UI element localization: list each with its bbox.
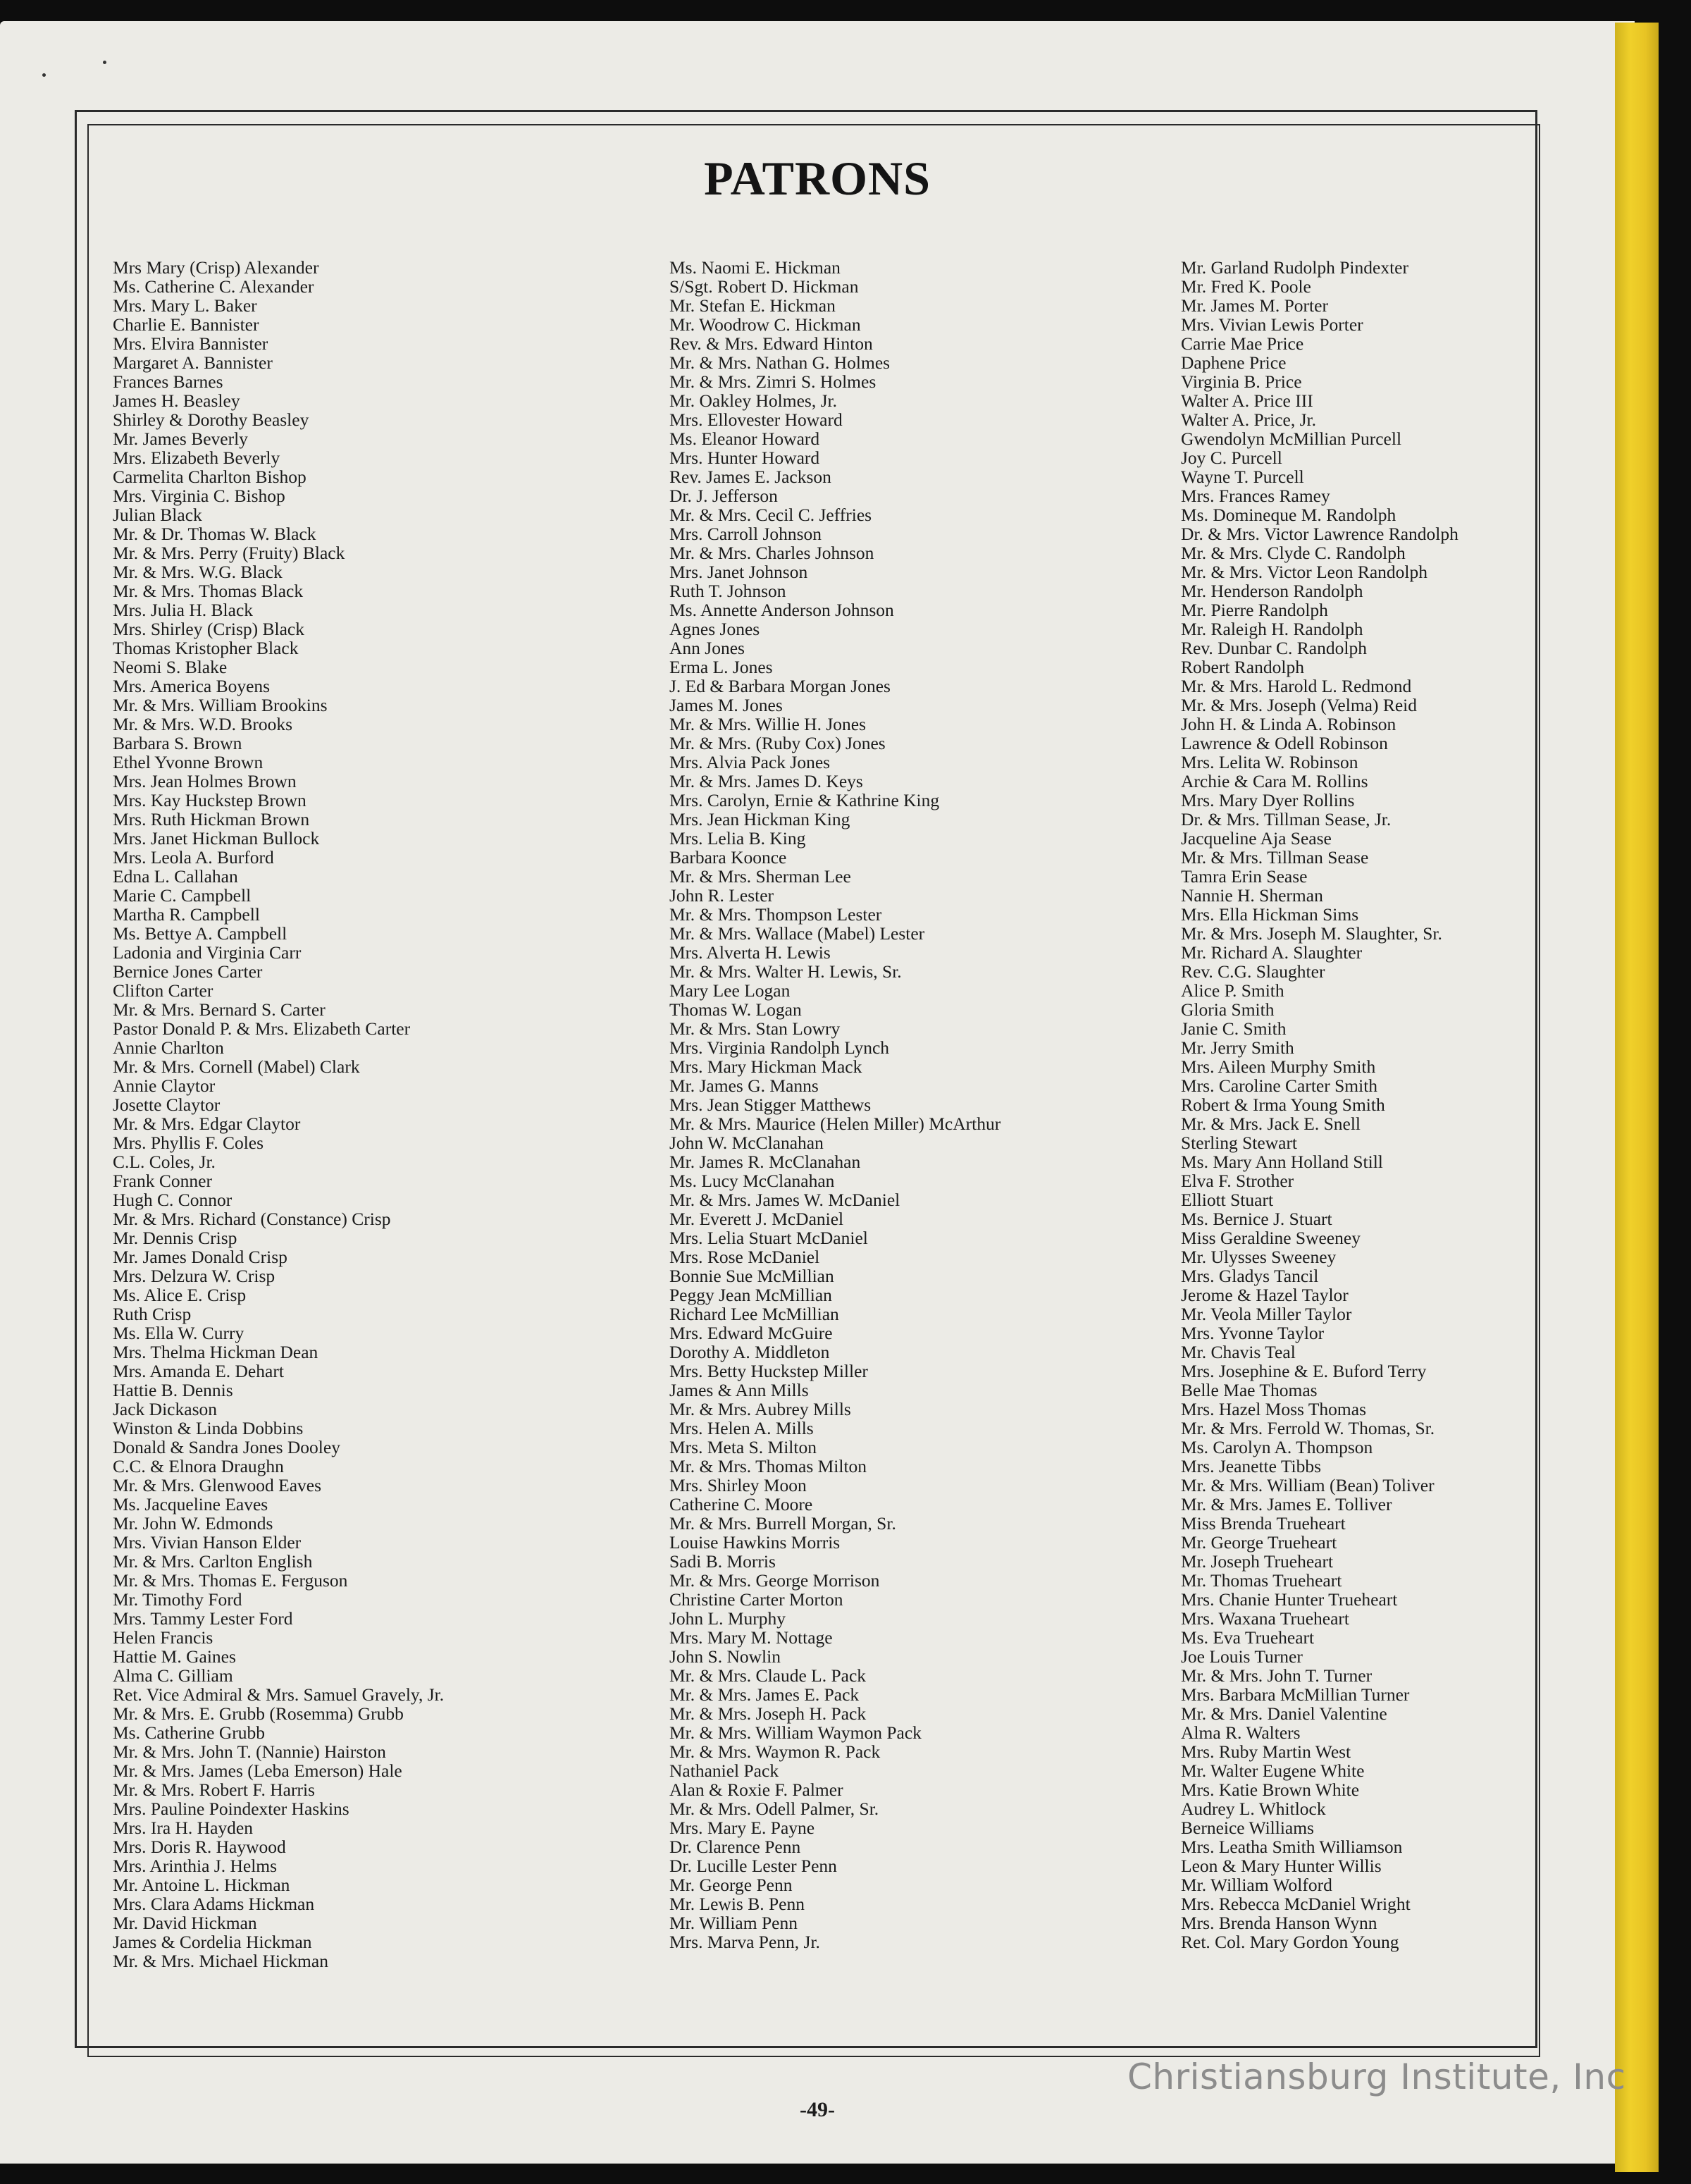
patron-name: Tamra Erin Sease [1181,866,1308,887]
patron-name: Mr. Antoine L. Hickman [113,1875,290,1895]
patron-name: Richard Lee McMillian [669,1304,839,1324]
patron-name: Mrs. Helen A. Mills [669,1418,814,1438]
patron-name: Mr. Lewis B. Penn [669,1894,805,1914]
patron-name: Mr. Garland Rudolph Pindexter [1181,257,1408,278]
patron-name: Peggy Jean McMillian [669,1285,832,1305]
patron-name: Ms. Naomi E. Hickman [669,257,841,278]
patron-name: Alice P. Smith [1181,980,1284,1001]
patron-name: Mrs. Doris R. Haywood [113,1837,286,1857]
patron-name: Mr. & Dr. Thomas W. Black [113,524,316,544]
patron-name: Mrs. Vivian Hanson Elder [113,1532,302,1553]
patron-name: Mrs. Mary E. Payne [669,1818,815,1838]
patron-name: Mr. & Mrs. Joseph (Velma) Reid [1181,695,1418,715]
patron-name: Mrs. America Boyens [113,676,271,696]
patron-name: Martha R. Campbell [113,904,260,925]
patron-name: Daphene Price [1181,352,1287,373]
patron-name: Mrs. Kay Huckstep Brown [113,790,306,810]
patron-name: Miss Brenda Trueheart [1181,1513,1346,1534]
patron-name: Mr. & Mrs. Victor Leon Randolph [1181,562,1428,582]
patron-name: Mr. James G. Manns [669,1075,819,1096]
patron-name: Mr. & Mrs. James W. McDaniel [669,1190,900,1210]
patron-name: Mr. Joseph Trueheart [1181,1551,1334,1572]
patron-name: Ms. Jacqueline Eaves [113,1494,268,1514]
patron-name: Mrs. Delzura W. Crisp [113,1266,275,1286]
patron-name: Alan & Roxie F. Palmer [669,1779,843,1800]
patron-name: Mrs. Thelma Hickman Dean [113,1342,318,1362]
patron-name: Mr. & Mrs. E. Grubb (Rosemma) Grubb [113,1703,404,1724]
patron-name: Mr. & Mrs. Joseph M. Slaughter, Sr. [1181,923,1442,944]
patron-name: Mr. & Mrs. (Ruby Cox) Jones [669,733,886,753]
patron-name: Ms. Annette Anderson Johnson [669,600,894,620]
patron-name: Mr. & Mrs. Thomas Milton [669,1456,867,1476]
patron-name: Rev. James E. Jackson [669,467,831,487]
patron-name: Mr. & Mrs. Carlton English [113,1551,313,1572]
patron-name: Mr. & Mrs. John T. Turner [1181,1665,1373,1686]
patron-name: Mr. Richard A. Slaughter [1181,942,1363,963]
patron-name: Mr. & Mrs. Stan Lowry [669,1018,841,1039]
patron-name: Ms. Bettye A. Campbell [113,923,287,944]
patron-name: Alma R. Walters [1181,1722,1301,1743]
patron-name: Mr. & Mrs. Willie H. Jones [669,714,867,734]
patron-name: Jack Dickason [113,1399,217,1419]
patron-name: Mrs. Yvonne Taylor [1181,1323,1325,1343]
patron-name: John L. Murphy [669,1608,786,1629]
patron-name: Ms. Lucy McClanahan [669,1171,835,1191]
patron-name: Mr. Jerry Smith [1181,1037,1294,1058]
patron-name: Mr. & Mrs. James D. Keys [669,771,863,791]
patron-name: Mary Lee Logan [669,980,791,1001]
patron-name: Joy C. Purcell [1181,448,1282,468]
patron-name: Agnes Jones [669,619,760,639]
patron-name: Janie C. Smith [1181,1018,1287,1039]
patron-name: Ms. Catherine Grubb [113,1722,266,1743]
patron-name: Annie Claytor [113,1075,216,1096]
patron-name: Mr. George Trueheart [1181,1532,1337,1553]
patron-name: Mrs. Jean Hickman King [669,809,850,829]
patron-name: Mr. & Mrs. Glenwood Eaves [113,1475,322,1495]
patron-name: Mr. & Mrs. Waymon R. Pack [669,1741,881,1762]
patron-name: Marie C. Campbell [113,885,252,906]
patron-name: Mr. & Mrs. Thomas E. Ferguson [113,1570,348,1591]
patron-name: Mr. & Mrs. James E. Pack [669,1684,860,1705]
patron-name: Ms. Alice E. Crisp [113,1285,247,1305]
page-title: PATRONS [704,152,931,205]
patron-name: Mrs. Ella Hickman Sims [1181,904,1359,925]
patron-name: Berneice Williams [1181,1818,1314,1838]
patron-name: Margaret A. Bannister [113,352,273,373]
patron-name: Mr. & Mrs. Tillman Sease [1181,847,1369,868]
patron-name: Mr. & Mrs. Thompson Lester [669,904,882,925]
patron-name: Mr. Fred K. Poole [1181,276,1311,297]
patron-name: Frank Conner [113,1171,212,1191]
patron-name: Mr. Chavis Teal [1181,1342,1296,1362]
patron-name: Mr. & Mrs. William Brookins [113,695,328,715]
patron-name: Mrs. Leola A. Burford [113,847,274,868]
patron-name: Mrs. Meta S. Milton [669,1437,817,1457]
patron-name: Mrs. Marva Penn, Jr. [669,1932,820,1952]
patron-name: Mrs. Virginia Randolph Lynch [669,1037,890,1058]
patron-name: Mrs. Carroll Johnson [669,524,822,544]
patron-name: Mr. & Mrs. Wallace (Mabel) Lester [669,923,925,944]
patron-name: Mr. David Hickman [113,1913,257,1933]
patron-name: Mrs. Hunter Howard [669,448,820,468]
patron-name: Mr. Pierre Randolph [1181,600,1328,620]
patron-name: Mr. William Wolford [1181,1875,1332,1895]
patron-name: Walter A. Price, Jr. [1181,409,1316,430]
patron-name: Mr. & Mrs. Sherman Lee [669,866,851,887]
patron-name: Nannie H. Sherman [1181,885,1323,906]
patron-name: Ms. Ella W. Curry [113,1323,244,1343]
patron-name: Mrs. Waxana Trueheart [1181,1608,1349,1629]
patron-name: Mr. & Mrs. Thomas Black [113,581,304,601]
patron-name: Mrs. Rebecca McDaniel Wright [1181,1894,1411,1914]
patron-name: Mr. & Mrs. Cornell (Mabel) Clark [113,1056,360,1077]
patron-name: Mr. & Mrs. W.G. Black [113,562,283,582]
patron-name: Mrs. Elizabeth Beverly [113,448,280,468]
patron-name: Walter A. Price III [1181,390,1313,411]
patron-name: Clifton Carter [113,980,213,1001]
patron-name: Mrs. Lelia B. King [669,828,806,849]
patron-name: Thomas Kristopher Black [113,638,299,658]
patron-name: Annie Charlton [113,1037,224,1058]
patron-name: Mr. James Beverly [113,428,248,449]
patron-name: Rev. & Mrs. Edward Hinton [669,333,873,354]
patron-name: Mrs. Elvira Bannister [113,333,268,354]
patron-name: Winston & Linda Dobbins [113,1418,304,1438]
patron-name: Mr. & Mrs. Michael Hickman [113,1951,328,1971]
patron-name: Elliott Stuart [1181,1190,1274,1210]
patron-name: Ms. Carolyn A. Thompson [1181,1437,1373,1457]
patron-name: Mrs. Phyllis F. Coles [113,1133,264,1153]
patron-name: Mrs. Shirley (Crisp) Black [113,619,304,639]
patron-name: Hugh C. Connor [113,1190,233,1210]
patron-name: Mrs. Leatha Smith Williamson [1181,1837,1403,1857]
yellow-cover-edge [1615,23,1659,2172]
patron-name: Mrs. Mary Dyer Rollins [1181,790,1355,810]
patron-name: Rev. C.G. Slaughter [1181,961,1325,982]
patron-name: Neomi S. Blake [113,657,228,677]
patron-name: Mrs. Jeanette Tibbs [1181,1456,1322,1476]
patron-name: James H. Beasley [113,390,240,411]
patron-name: Mrs. Carolyn, Ernie & Kathrine King [669,790,940,810]
patron-name: Hattie B. Dennis [113,1380,233,1400]
patron-name: Mrs. Gladys Tancil [1181,1266,1319,1286]
patron-name: Bernice Jones Carter [113,961,263,982]
patron-name: Mr. & Mrs. Odell Palmer, Sr. [669,1799,879,1819]
patron-name: Mr. & Mrs. Maurice (Helen Miller) McArthur [669,1113,1001,1134]
patron-name: Mrs. Ruth Hickman Brown [113,809,310,829]
patron-name: Carrie Mae Price [1181,333,1304,354]
page-number: -49- [800,2098,835,2121]
patron-name: James M. Jones [669,695,783,715]
patron-name: Mr. Woodrow C. Hickman [669,314,861,335]
patron-name: Mr. Dennis Crisp [113,1228,237,1248]
patron-name: Mr. & Mrs. Cecil C. Jeffries [669,505,872,525]
patron-name: C.L. Coles, Jr. [113,1152,216,1172]
speck-mark [42,73,46,77]
patron-name: Gloria Smith [1181,999,1275,1020]
patron-name: Mr. John W. Edmonds [113,1513,273,1534]
patron-name: John H. & Linda A. Robinson [1181,714,1396,734]
patron-name: Mr. & Mrs. William (Bean) Toliver [1181,1475,1435,1495]
patron-name: Mr. Everett J. McDaniel [669,1209,844,1229]
patron-name: Ruth Crisp [113,1304,192,1324]
patron-name: Mr. & Mrs. Joseph H. Pack [669,1703,867,1724]
patron-name: Mr. & Mrs. Zimri S. Holmes [669,371,877,392]
patron-name: Ruth T. Johnson [669,581,786,601]
patron-name: Mrs. Vivian Lewis Porter [1181,314,1363,335]
patron-name: James & Cordelia Hickman [113,1932,312,1952]
patron-name: Mrs. Caroline Carter Smith [1181,1075,1378,1096]
patron-name: Mr. Henderson Randolph [1181,581,1363,601]
patron-name: Mrs. Barbara McMillian Turner [1181,1684,1410,1705]
patron-name: John S. Nowlin [669,1646,781,1667]
patron-name: Mrs. Amanda E. Dehart [113,1361,284,1381]
patron-name: Robert Randolph [1181,657,1304,677]
patron-name: Mrs. Chanie Hunter Trueheart [1181,1589,1398,1610]
patron-name: Mr. Timothy Ford [113,1589,242,1610]
patron-name: Bonnie Sue McMillian [669,1266,834,1286]
patron-name: Mr. & Mrs. Clyde C. Randolph [1181,543,1406,563]
patron-name: Julian Black [113,505,202,525]
patron-name: Mrs. Brenda Hanson Wynn [1181,1913,1377,1933]
patron-name: C.C. & Elnora Draughn [113,1456,284,1476]
patron-name: Ret. Col. Mary Gordon Young [1181,1932,1399,1952]
patron-name: Mr. & Mrs. Richard (Constance) Crisp [113,1209,391,1229]
patron-name: Dr. J. Jefferson [669,486,778,506]
patron-name: Ms. Bernice J. Stuart [1181,1209,1332,1229]
patron-name: Mr. Oakley Holmes, Jr. [669,390,837,411]
patron-name: Mr. & Mrs. William Waymon Pack [669,1722,922,1743]
patron-name: Barbara Koonce [669,847,787,868]
patron-name: Mrs. Pauline Poindexter Haskins [113,1799,349,1819]
patron-name: Mrs. Frances Ramey [1181,486,1330,506]
patron-name: Mr. & Mrs. Bernard S. Carter [113,999,326,1020]
patron-name: Mr. James Donald Crisp [113,1247,287,1267]
patron-name: Mrs. Aileen Murphy Smith [1181,1056,1376,1077]
patron-name: Elva F. Strother [1181,1171,1294,1191]
patron-name: Dr. & Mrs. Victor Lawrence Randolph [1181,524,1458,544]
patron-name: Ann Jones [669,638,745,658]
patron-name: Rev. Dunbar C. Randolph [1181,638,1367,658]
patron-name: Mrs. Alverta H. Lewis [669,942,831,963]
patron-name: Mrs. Janet Johnson [669,562,808,582]
patron-name: Mr. James M. Porter [1181,295,1328,316]
patron-name: Mrs. Josephine & E. Buford Terry [1181,1361,1427,1381]
patron-name: Charlie E. Bannister [113,314,259,335]
watermark: Christiansburg Institute, Inc [1127,2056,1626,2097]
patron-name: Lawrence & Odell Robinson [1181,733,1388,753]
patron-name: Mrs. Betty Huckstep Miller [669,1361,868,1381]
patron-name: Mrs. Lelita W. Robinson [1181,752,1358,772]
patron-name: Christine Carter Morton [669,1589,843,1610]
patron-name: Mr. & Mrs. Ferrold W. Thomas, Sr. [1181,1418,1435,1438]
patron-name: Dr. & Mrs. Tillman Sease, Jr. [1181,809,1392,829]
patron-name: James & Ann Mills [669,1380,809,1400]
patron-name: Joe Louis Turner [1181,1646,1303,1667]
patron-name: Mrs. Clara Adams Hickman [113,1894,315,1914]
patron-name: Mr. & Mrs. W.D. Brooks [113,714,293,734]
patron-name: Mr. Stefan E. Hickman [669,295,836,316]
patron-name: Audrey L. Whitlock [1181,1799,1326,1819]
patron-name: Mrs. Katie Brown White [1181,1779,1360,1800]
speck-mark [103,61,106,64]
patron-name: Ret. Vice Admiral & Mrs. Samuel Gravely, Jr. [113,1684,445,1705]
patron-name: Ms. Mary Ann Holland Still [1181,1152,1383,1172]
patron-name: Mr. & Mrs. Burrell Morgan, Sr. [669,1513,896,1534]
patron-name: Mr. & Mrs. Nathan G. Holmes [669,352,891,373]
patron-name: Jerome & Hazel Taylor [1181,1285,1349,1305]
patron-name: Helen Francis [113,1627,213,1648]
patron-name: Mr. & Mrs. Perry (Fruity) Black [113,543,345,563]
patron-name: Dorothy A. Middleton [669,1342,830,1362]
patron-name: Thomas W. Logan [669,999,802,1020]
patron-name: Mrs. Jean Holmes Brown [113,771,297,791]
patron-name: Josette Claytor [113,1094,221,1115]
patron-name: Carmelita Charlton Bishop [113,467,306,487]
patron-name: Mrs. Ruby Martin West [1181,1741,1351,1762]
patron-name: Ms. Eva Trueheart [1181,1627,1315,1648]
patron-name: Mrs. Janet Hickman Bullock [113,828,320,849]
patron-name: Mrs. Hazel Moss Thomas [1181,1399,1367,1419]
patron-name: Mr. & Mrs. Daniel Valentine [1181,1703,1387,1724]
patron-name: Mrs. Shirley Moon [669,1475,807,1495]
patron-name: Ms. Catherine C. Alexander [113,276,314,297]
patron-name: Mr. & Mrs. Aubrey Mills [669,1399,851,1419]
patron-name: Mr. & Mrs. Claude L. Pack [669,1665,867,1686]
patron-name: Mr. Raleigh H. Randolph [1181,619,1363,639]
patron-name: Ms. Domineque M. Randolph [1181,505,1396,525]
patron-name: Mr. & Mrs. James E. Tolliver [1181,1494,1392,1514]
patron-name: Mr. & Mrs. John T. (Nannie) Hairston [113,1741,386,1762]
patron-name: Mrs. Edward McGuire [669,1323,833,1343]
patron-name: Barbara S. Brown [113,733,242,753]
patron-name: Belle Mae Thomas [1181,1380,1318,1400]
patron-name: Mr. Thomas Trueheart [1181,1570,1342,1591]
patron-name: Louise Hawkins Morris [669,1532,841,1553]
patron-name: Erma L. Jones [669,657,773,677]
patron-name: Mrs. Ira H. Hayden [113,1818,253,1838]
patron-name: Mrs. Mary M. Nottage [669,1627,833,1648]
patron-name: Wayne T. Purcell [1181,467,1304,487]
patron-name: Miss Geraldine Sweeney [1181,1228,1361,1248]
patron-name: Mrs. Julia H. Black [113,600,254,620]
patron-name: Sadi B. Morris [669,1551,776,1572]
patron-name: Mrs. Arinthia J. Helms [113,1856,278,1876]
patron-name: Mr. & Mrs. Harold L. Redmond [1181,676,1412,696]
patron-name: John R. Lester [669,885,774,906]
patron-name: Mr. & Mrs. Charles Johnson [669,543,874,563]
patron-name: Leon & Mary Hunter Willis [1181,1856,1382,1876]
patron-name: Mr. & Mrs. Edgar Claytor [113,1113,301,1134]
patron-name: Ethel Yvonne Brown [113,752,264,772]
patron-name: John W. McClanahan [669,1133,824,1153]
patron-name: Ladonia and Virginia Carr [113,942,302,963]
patron-name: Nathaniel Pack [669,1760,779,1781]
patron-name: Sterling Stewart [1181,1133,1298,1153]
patron-name: Mr. Walter Eugene White [1181,1760,1365,1781]
patron-name: Dr. Clarence Penn [669,1837,801,1857]
patron-name: Dr. Lucille Lester Penn [669,1856,837,1876]
patron-name: Catherine C. Moore [669,1494,813,1514]
patron-name: Shirley & Dorothy Beasley [113,409,309,430]
patron-name: Mr. Veola Miller Taylor [1181,1304,1352,1324]
patron-name: Mr. William Penn [669,1913,798,1933]
patron-name: Mrs. Alvia Pack Jones [669,752,831,772]
patron-name: Donald & Sandra Jones Dooley [113,1437,340,1457]
patron-name: Mr. & Mrs. James (Leba Emerson) Hale [113,1760,402,1781]
patron-name: Mrs. Rose McDaniel [669,1247,820,1267]
patron-name: Mr. Ulysses Sweeney [1181,1247,1337,1267]
patron-column-1 [113,258,444,1970]
patron-name: Mrs. Lelia Stuart McDaniel [669,1228,868,1248]
patron-name: Mr. James R. McClanahan [669,1152,861,1172]
patron-name: Mr. George Penn [669,1875,793,1895]
patron-name: Gwendolyn McMillian Purcell [1181,428,1402,449]
patron-name: Mr. & Mrs. George Morrison [669,1570,880,1591]
patron-name: Alma C. Gilliam [113,1665,233,1686]
patron-column-3 [1181,258,1458,1951]
patron-name: Edna L. Callahan [113,866,238,887]
patron-name: Frances Barnes [113,371,223,392]
patron-name: Mrs. Ellovester Howard [669,409,843,430]
patron-name: Mrs. Mary Hickman Mack [669,1056,862,1077]
patron-name: Robert & Irma Young Smith [1181,1094,1385,1115]
patron-column-2 [669,258,1001,1951]
patron-name: Mrs. Virginia C. Bishop [113,486,285,506]
patron-name: Jacqueline Aja Sease [1181,828,1332,849]
patron-name: Mrs. Mary L. Baker [113,295,257,316]
patron-name: Hattie M. Gaines [113,1646,236,1667]
patron-name: Mr. & Mrs. Jack E. Snell [1181,1113,1361,1134]
patron-name: Mrs Mary (Crisp) Alexander [113,257,319,278]
patron-name: Mr. & Mrs. Robert F. Harris [113,1779,315,1800]
patron-name: Virginia B. Price [1181,371,1302,392]
patron-name: Mrs. Jean Stigger Matthews [669,1094,872,1115]
patron-name: Ms. Eleanor Howard [669,428,820,449]
patron-name: Mrs. Tammy Lester Ford [113,1608,293,1629]
patron-name: S/Sgt. Robert D. Hickman [669,276,859,297]
patron-name: Mr. & Mrs. Walter H. Lewis, Sr. [669,961,902,982]
patron-name: Archie & Cara M. Rollins [1181,771,1368,791]
patron-name: J. Ed & Barbara Morgan Jones [669,676,891,696]
patron-name: Pastor Donald P. & Mrs. Elizabeth Carter [113,1018,411,1039]
